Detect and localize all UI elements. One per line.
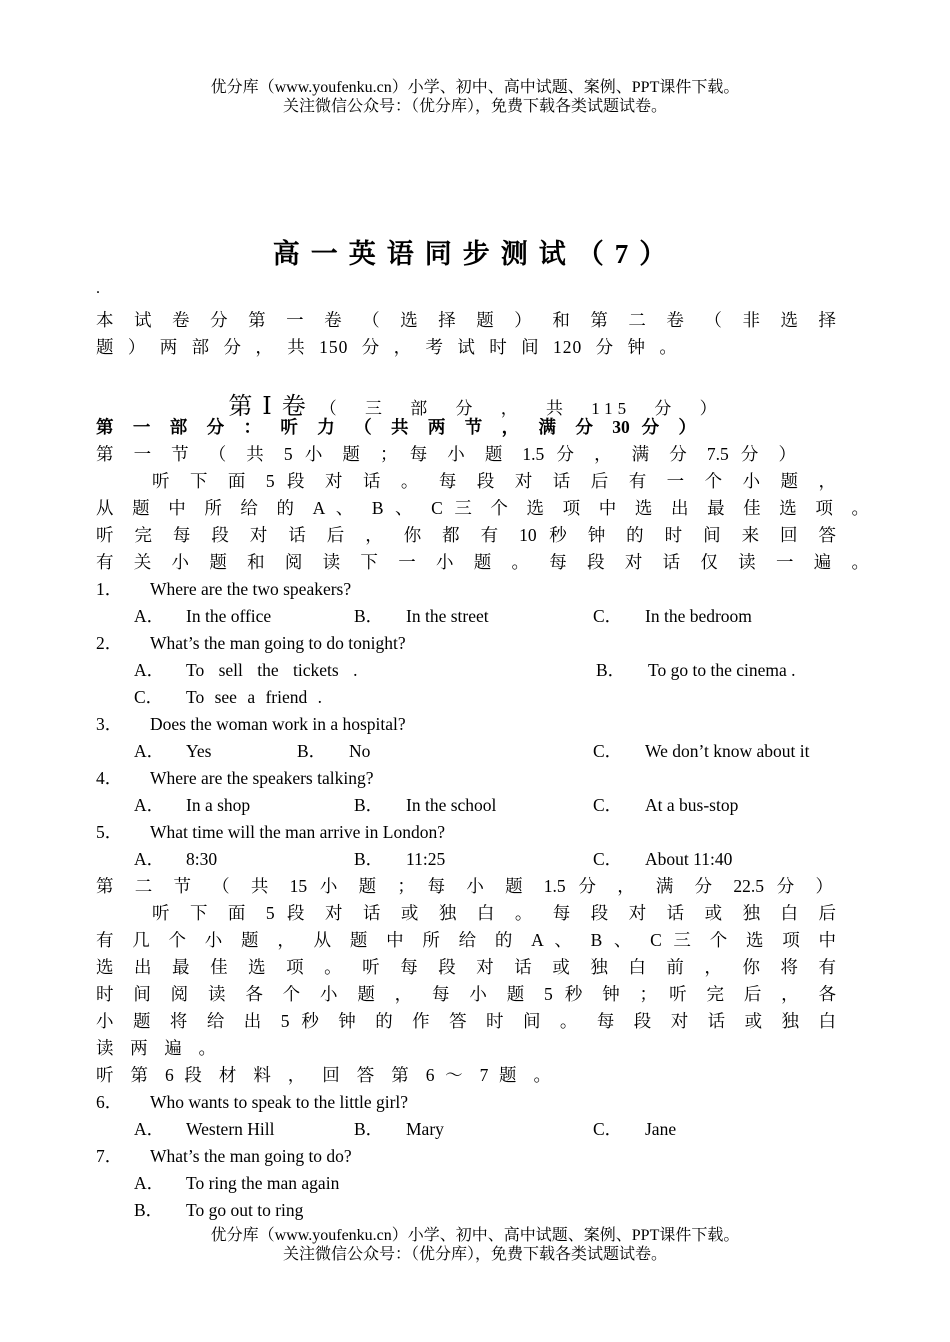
question-text: Where are the two speakers? (150, 579, 352, 599)
page-footer (0, 1226, 950, 1264)
section-1-instr-2: 从 题 中 所 给 的 A 、 B 、 C 三 个 选 项 中 选 出 最 佳 选 项 。 (96, 498, 869, 518)
page-header (0, 78, 950, 116)
section-1-instr-1: 听 下 面 5 段 对 话 。 每 段 对 话 后 有 一 个 小 题 ， (152, 471, 836, 491)
option-b-text: To go to the cinema . (648, 660, 796, 680)
stray-dot: . (96, 280, 100, 297)
option-b-label: B． (354, 606, 384, 626)
option-b-label: B． (354, 795, 384, 815)
section-2-instr-4: 时 间 阅 读 各 个 小 题 ， 每 小 题 5 秒 钟 ； 听 完 后 ， 各 (96, 984, 836, 1004)
option-a-text: In the office (186, 606, 272, 626)
option-a-label: A． (134, 1173, 165, 1193)
option-a-text: To ring the man again (186, 1173, 340, 1193)
question-5 (96, 820, 836, 844)
option-c-text: At a bus-stop (645, 795, 739, 815)
section-2-instr-1: 听 下 面 5 段 对 话 或 独 白 。 每 段 对 话 或 独 白 后 (152, 903, 836, 923)
option-b-text: In the school (406, 795, 497, 815)
header-line-2: 关注微信公众号：（优分库），免费下载各类试题试卷。 (282, 98, 667, 115)
question-3 (96, 712, 836, 736)
option-a-text: In a shop (186, 795, 251, 815)
question-3-options (96, 739, 836, 763)
option-b-text: No (349, 741, 371, 761)
section-1-instr-3: 听 完 每 段 对 话 后 ， 你 都 有 10 秒 钟 的 时 间 来 回 答 (96, 525, 836, 545)
question-number: 4． (96, 768, 123, 788)
footer-line-2: 关注微信公众号：（优分库），免费下载各类试题试卷。 (282, 1246, 667, 1263)
option-b-label: B． (297, 741, 327, 761)
option-a-text: To sell the tickets . (186, 660, 358, 680)
question-number: 7． (96, 1146, 123, 1166)
section-2-instr-6: 读 两 遍 。 (96, 1038, 216, 1058)
question-6 (96, 1090, 836, 1114)
question-text: What’s the man going to do tonight? (150, 633, 406, 653)
option-a-label: A． (134, 795, 165, 815)
question-text: Where are the speakers talking? (150, 768, 374, 788)
option-c-text: About 11:40 (645, 849, 733, 869)
question-number: 6． (96, 1092, 123, 1112)
option-a-label: A． (134, 660, 165, 680)
option-a-label: A． (134, 1119, 165, 1139)
option-a-text: Western Hill (186, 1119, 275, 1139)
option-a-text: Yes (186, 741, 212, 761)
option-b-text: To go out to ring (186, 1200, 304, 1220)
volume-1-note: （ 三 部 分 ， 共 115 分 ） (319, 399, 722, 418)
option-a-text: 8:30 (186, 849, 218, 869)
question-1 (96, 577, 836, 601)
option-b-label: B． (354, 1119, 384, 1139)
option-a-label: A． (134, 849, 165, 869)
question-number: 3． (96, 714, 123, 734)
section-2-heading: 第 二 节 （ 共 15 小 题 ； 每 小 题 1.5 分 ， 满 分 22.5 分 ） (96, 876, 833, 896)
question-5-options (96, 847, 836, 871)
question-2-options-ab (96, 658, 836, 682)
option-c-label: C． (593, 795, 623, 815)
question-text: Who wants to speak to the little girl? (150, 1092, 409, 1112)
footer-line-1: 优分库（www.youfenku.cn）小学、初中、高中试题、案例、PPT课件下载。 (210, 1227, 740, 1244)
option-b-label: B． (354, 849, 384, 869)
option-c-label: C． (593, 1119, 623, 1139)
question-4 (96, 766, 836, 790)
question-7-option-b (96, 1198, 836, 1222)
question-2-options-c (96, 685, 836, 709)
question-number: 1． (96, 579, 123, 599)
section-1-instr-4: 有 关 小 题 和 阅 读 下 一 小 题 。 每 段 对 话 仅 读 一 遍 。 (96, 552, 869, 572)
question-number: 2． (96, 633, 123, 653)
question-4-options (96, 793, 836, 817)
intro-line-1: 本 试 卷 分 第 一 卷 （ 选 择 题 ） 和 第 二 卷 （ 非 选 择 (96, 310, 836, 330)
section-1-heading: 第 一 节 （ 共 5 小 题 ； 每 小 题 1.5 分 ， 满 分 7.5 分 ） (96, 444, 796, 464)
section-2-instr-2: 有 几 个 小 题 ， 从 题 中 所 给 的 A 、 B 、 C 三 个 选 项 中 (96, 930, 836, 950)
question-number: 5． (96, 822, 123, 842)
question-2 (96, 631, 836, 655)
material-6-heading: 听 第 6 段 材 料 ， 回 答 第 6 ～ 7 题 。 (96, 1065, 551, 1085)
part-1-heading: 第 一 部 分 ： 听 力 （ 共 两 节 ， 满 分 30 分 ） (96, 417, 696, 437)
option-c-text: To see a friend . (186, 687, 322, 707)
section-2-instr-3: 选 出 最 佳 选 项 。 听 每 段 对 话 或 独 白 前 ， 你 将 有 (96, 957, 836, 977)
option-b-text: 11:25 (406, 849, 446, 869)
question-text: What’s the man going to do? (150, 1146, 352, 1166)
header-line-1: 优分库（www.youfenku.cn）小学、初中、高中试题、案例、PPT课件下载。 (210, 79, 740, 96)
question-7 (96, 1144, 836, 1168)
question-7-option-a (96, 1171, 836, 1195)
option-b-label: B． (134, 1200, 164, 1220)
intro-line-2: 题 ） 两 部 分 ， 共 150 分 ， 考 试 时 间 120 分 钟 。 (96, 337, 678, 357)
option-c-label: C． (134, 687, 164, 707)
question-text: What time will the man arrive in London? (150, 822, 445, 842)
option-c-label: C． (593, 849, 623, 869)
option-b-text: Mary (406, 1119, 444, 1139)
option-c-text: Jane (645, 1119, 677, 1139)
option-c-label: C． (593, 741, 623, 761)
page-title: 高一英语同步测试（7） (272, 239, 678, 269)
volume-1-label: 第Ⅰ卷 (228, 394, 316, 420)
option-c-label: C． (593, 606, 623, 626)
option-b-label: B． (596, 660, 626, 680)
question-text: Does the woman work in a hospital? (150, 714, 406, 734)
option-c-text: We don’t know about it (645, 741, 810, 761)
option-a-label: A． (134, 606, 165, 626)
option-c-text: In the bedroom (645, 606, 752, 626)
question-1-options (96, 604, 836, 628)
option-b-text: In the street (406, 606, 489, 626)
section-2-instr-5: 小 题 将 给 出 5 秒 钟 的 作 答 时 间 。 每 段 对 话 或 独 白 (96, 1011, 836, 1031)
option-a-label: A． (134, 741, 165, 761)
question-6-options (96, 1117, 836, 1141)
